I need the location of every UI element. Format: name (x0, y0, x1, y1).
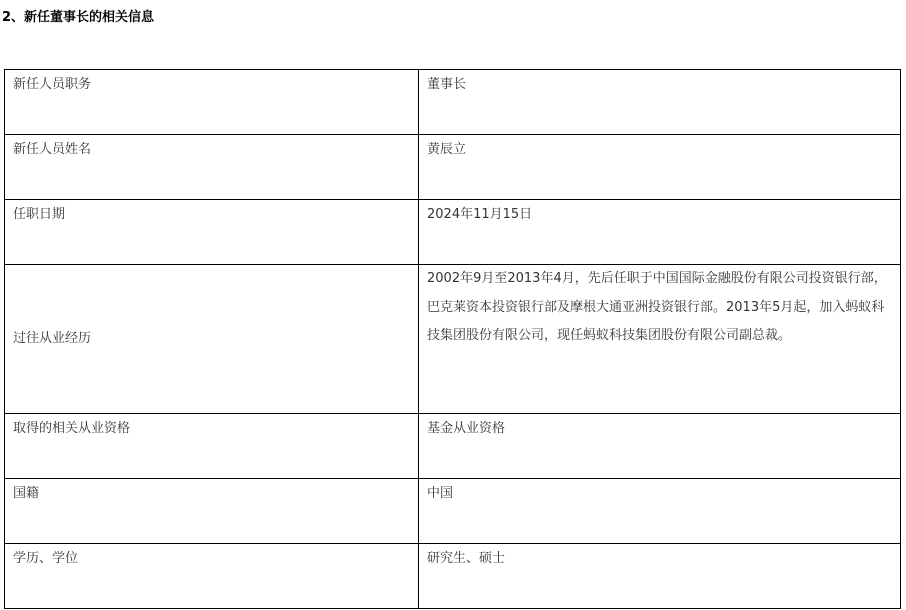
section-heading: 2、新任董事长的相关信息 (2, 10, 155, 25)
row-value: 黄辰立 (419, 135, 901, 200)
table-row-appointment-date (5, 200, 901, 265)
table-row-position (5, 70, 901, 135)
row-label: 任职日期 (5, 200, 419, 265)
row-value: 中国 (419, 479, 901, 544)
row-label: 过往从业经历 (5, 265, 419, 414)
row-value: 研究生、硕士 (419, 544, 901, 609)
row-label: 新任人员姓名 (5, 135, 419, 200)
table-row-qualifications (5, 414, 901, 479)
table-row-nationality (5, 479, 901, 544)
table-row-education (5, 544, 901, 609)
row-label: 新任人员职务 (5, 70, 419, 135)
row-label: 国籍 (5, 479, 419, 544)
table-row-work-experience (5, 265, 901, 414)
row-value: 基金从业资格 (419, 414, 901, 479)
row-value: 2002年9月至2013年4月，先后任职于中国国际金融股份有限公司投资银行部，巴克莱资本投资银行部及摩根大通亚洲投资银行部。2013年5月起，加入蚂蚁科技集团股份有限公司，现任蚂蚁科技集团股份有限公司副总裁。 (419, 265, 901, 414)
table-row-name (5, 135, 901, 200)
row-label: 学历、学位 (5, 544, 419, 609)
row-value: 董事长 (419, 70, 901, 135)
row-label: 取得的相关从业资格 (5, 414, 419, 479)
new-chairman-info-table (4, 69, 901, 609)
row-value: 2024年11月15日 (419, 200, 901, 265)
